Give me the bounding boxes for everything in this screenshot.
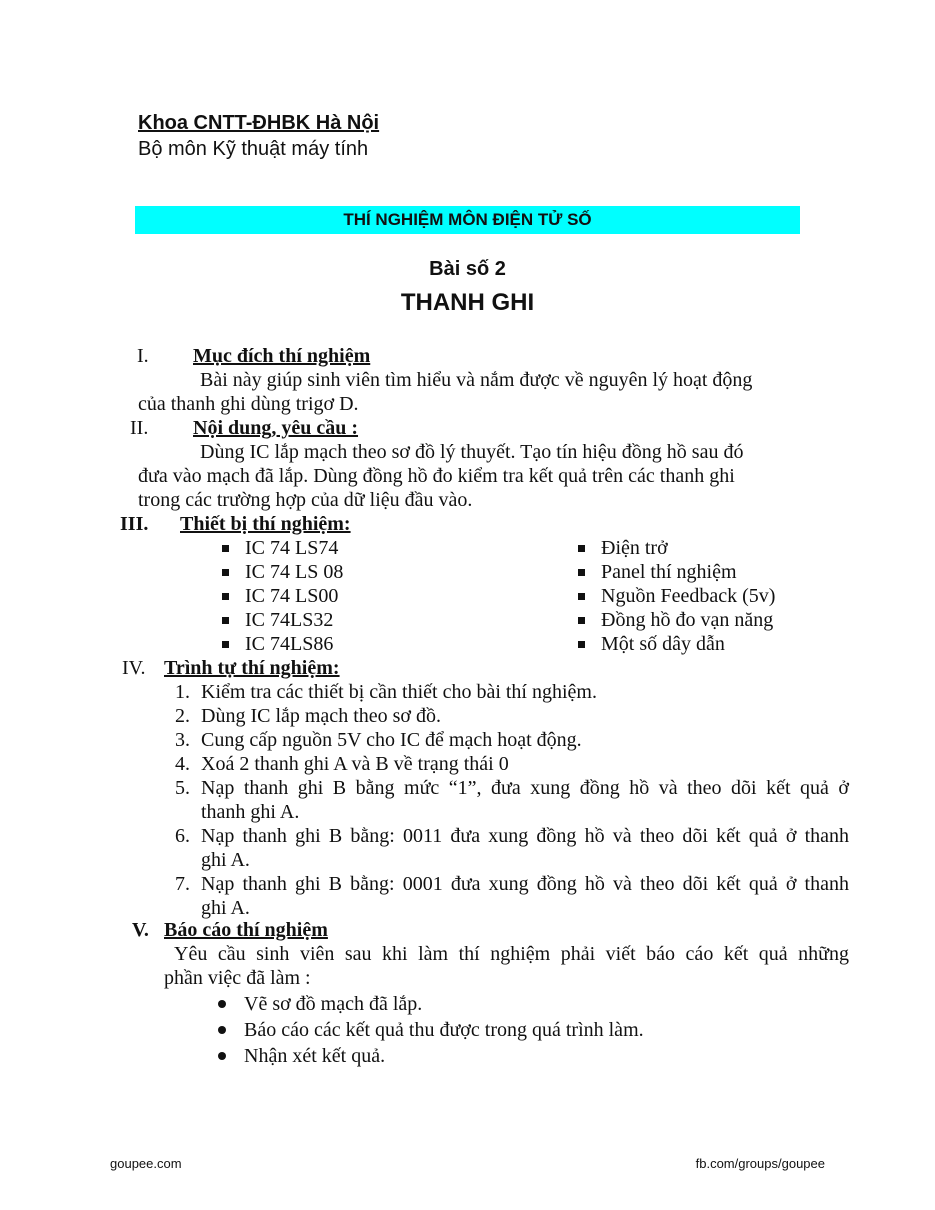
step-text: Dùng IC lắp mạch theo sơ đồ. <box>201 705 441 727</box>
lesson-number: Bài số 2 <box>429 258 506 280</box>
section-5-text-line: Yêu cầu sinh viên sau khi làm thí nghiệm phải viết báo cáo kết quả những <box>174 943 849 965</box>
step-number: 5. <box>175 777 190 799</box>
lesson-title: THANH GHI <box>400 289 535 316</box>
course-banner-text: THÍ NGHIỆM MÔN ĐIỆN TỬ SỐ <box>343 210 592 229</box>
report-bullet-list <box>218 991 644 1069</box>
report-bullet-item: Báo cáo các kết quả thu được trong quá trình làm. <box>218 1017 644 1043</box>
section-1-title: Mục đích thí nghiệm <box>193 345 371 367</box>
section-1-text-line: Bài này giúp sinh viên tìm hiểu và nắm được về nguyên lý hoạt động <box>200 369 753 391</box>
step-text-continued: ghi A. <box>201 849 250 871</box>
equipment-right-list <box>578 536 775 656</box>
equipment-item: IC 74LS32 <box>222 608 343 632</box>
step-text: Nạp thanh ghi B bằng mức “1”, đưa xung đồng hồ và theo dõi kết quả ở <box>201 777 849 799</box>
step-text: Nạp thanh ghi B bằng: 0011 đưa xung đồng hồ và theo dõi kết quả ở thanh <box>201 825 849 847</box>
section-2-title: Nội dung, yêu cầu : <box>193 417 359 439</box>
department-heading: Bộ môn Kỹ thuật máy tính <box>138 138 369 160</box>
square-bullet-icon <box>578 569 585 576</box>
step-number: 2. <box>175 705 190 727</box>
step-text: Cung cấp nguồn 5V cho IC để mạch hoạt động. <box>201 729 582 751</box>
equipment-item: IC 74 LS74 <box>222 536 343 560</box>
step-number: 4. <box>175 753 190 775</box>
equipment-item: IC 74LS86 <box>222 632 343 656</box>
square-bullet-icon <box>222 569 229 576</box>
section-1-numeral: I. <box>137 345 149 367</box>
report-bullet-item: Nhận xét kết quả. <box>218 1043 644 1069</box>
section-2-text-line: Dùng IC lắp mạch theo sơ đồ lý thuyết. Tạo tín hiệu đồng hồ sau đó <box>200 441 744 463</box>
faculty-heading: Khoa CNTT-ĐHBK Hà Nội <box>138 112 380 134</box>
square-bullet-icon <box>578 593 585 600</box>
equipment-item: IC 74 LS 08 <box>222 560 343 584</box>
square-bullet-icon <box>222 545 229 552</box>
section-2-text-line: đưa vào mạch đã lắp. Dùng đồng hồ đo kiểm tra kết quả trên các thanh ghi <box>138 465 735 487</box>
square-bullet-icon <box>222 617 229 624</box>
report-bullet-item: Vẽ sơ đồ mạch đã lắp. <box>218 991 644 1017</box>
equipment-item: IC 74 LS00 <box>222 584 343 608</box>
square-bullet-icon <box>222 641 229 648</box>
section-3-numeral: III. <box>120 513 149 535</box>
step-text: Kiểm tra các thiết bị cần thiết cho bài thí nghiệm. <box>201 681 597 703</box>
section-2-text-line: trong các trường hợp của dữ liệu đầu vào. <box>138 489 473 511</box>
equipment-left-list <box>222 536 343 656</box>
section-5-numeral: V. <box>132 919 149 941</box>
section-4-numeral: IV. <box>122 657 146 679</box>
step-text-continued: ghi A. <box>201 897 250 919</box>
footer-right-link[interactable]: fb.com/groups/goupee <box>695 1156 825 1171</box>
equipment-item: Đồng hồ đo vạn năng <box>578 608 775 632</box>
step-text: Nạp thanh ghi B bằng: 0001 đưa xung đồng hồ và theo dõi kết quả ở thanh <box>201 873 849 895</box>
step-number: 3. <box>175 729 190 751</box>
square-bullet-icon <box>578 617 585 624</box>
round-bullet-icon <box>218 1026 226 1034</box>
square-bullet-icon <box>578 641 585 648</box>
round-bullet-icon <box>218 1000 226 1008</box>
square-bullet-icon <box>578 545 585 552</box>
round-bullet-icon <box>218 1052 226 1060</box>
step-number: 7. <box>175 873 190 895</box>
section-5-title: Báo cáo thí nghiệm <box>164 919 328 941</box>
step-number: 6. <box>175 825 190 847</box>
course-banner <box>135 206 800 234</box>
equipment-item: Panel thí nghiệm <box>578 560 775 584</box>
step-number: 1. <box>175 681 190 703</box>
section-5-text-line: phần việc đã làm : <box>164 967 311 989</box>
section-2-numeral: II. <box>130 417 149 439</box>
square-bullet-icon <box>222 593 229 600</box>
footer-left-link[interactable]: goupee.com <box>110 1156 182 1171</box>
section-1-text-line: của thanh ghi dùng trigơ D. <box>138 393 359 415</box>
step-text-continued: thanh ghi A. <box>201 801 300 823</box>
step-text: Xoá 2 thanh ghi A và B về trạng thái 0 <box>201 753 509 775</box>
section-4-title: Trình tự thí nghiệm: <box>164 657 340 679</box>
equipment-item: Điện trở <box>578 536 775 560</box>
equipment-item: Nguồn Feedback (5v) <box>578 584 775 608</box>
section-3-title: Thiết bị thí nghiệm: <box>180 513 351 535</box>
equipment-item: Một số dây dẫn <box>578 632 775 656</box>
